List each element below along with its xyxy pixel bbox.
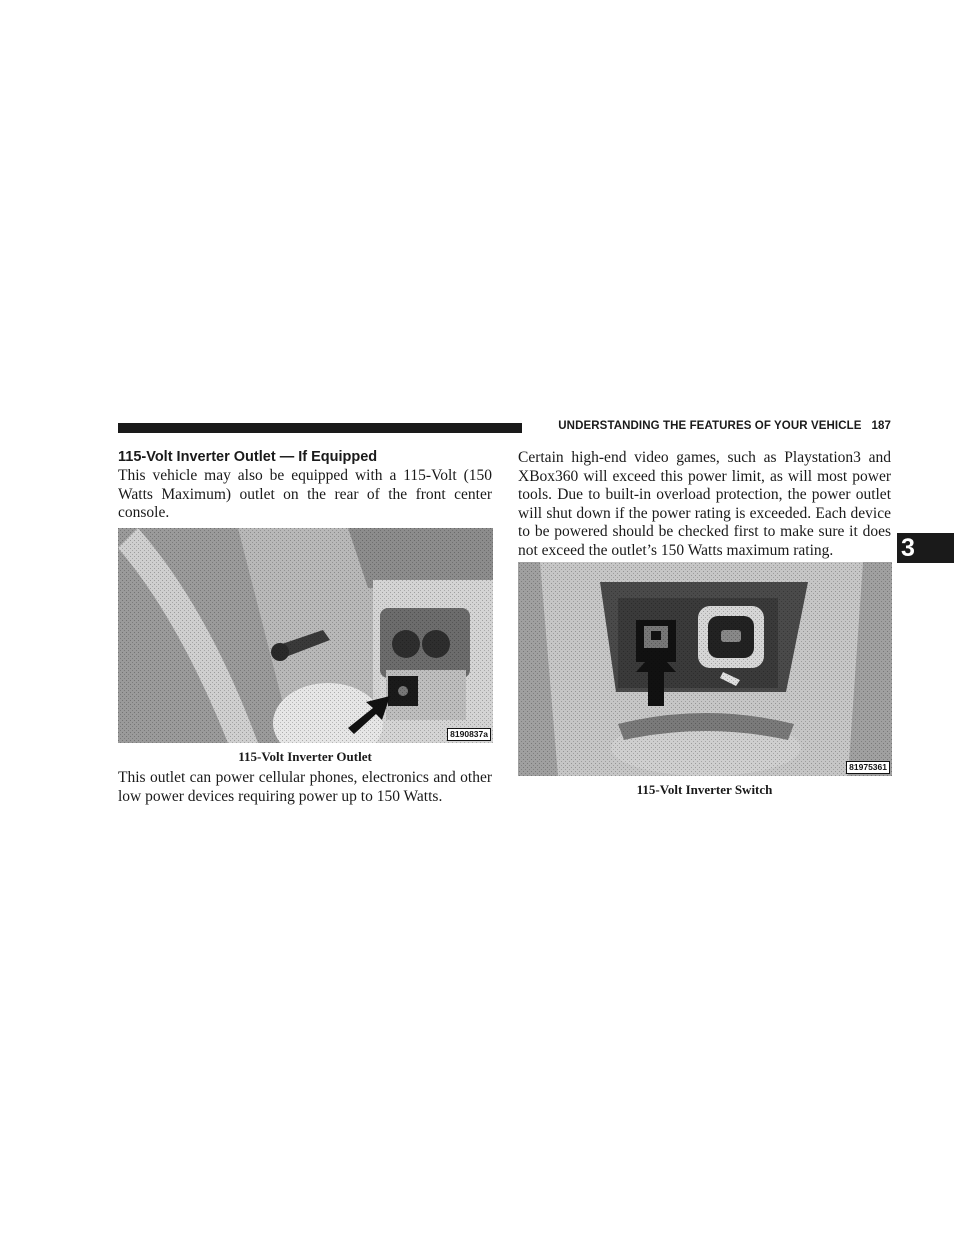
paragraph-intro: This vehicle may also be equipped with a 115-Volt (150 Watts Maximum) outlet on the rear of the front center console. xyxy=(118,467,492,522)
paragraph-overload: Certain high-end video games, such as Playstation3 and XBox360 will exceed this power limit, as will most power tools. Due to built-in overload protection, the power outlet will shut down if the power rating is exceeded. Each device to be powered should be checked first to make sure it does not exceed the outlet’s 150 Watts maximum rating. xyxy=(518,449,891,559)
paragraph-devices: This outlet can power cellular phones, electronics and other low power devices requiring power up to 150 Watts. xyxy=(118,769,492,805)
header-rule xyxy=(118,423,522,433)
section-title: 115-Volt Inverter Outlet — If Equipped xyxy=(118,449,378,465)
chapter-tab: 3 xyxy=(897,533,954,563)
figure-1-caption: 115-Volt Inverter Outlet xyxy=(238,749,372,764)
figure-1-code: 8190837a xyxy=(447,728,491,741)
figure-2-code: 81975361 xyxy=(846,761,890,774)
running-title: UNDERSTANDING THE FEATURES OF YOUR VEHICLE xyxy=(558,420,862,432)
inverter-outlet-photo xyxy=(118,528,493,743)
page-number: 187 xyxy=(871,420,891,432)
running-header xyxy=(531,420,891,432)
figure-2-caption: 115-Volt Inverter Switch xyxy=(636,782,773,797)
inverter-switch-photo xyxy=(518,562,892,776)
